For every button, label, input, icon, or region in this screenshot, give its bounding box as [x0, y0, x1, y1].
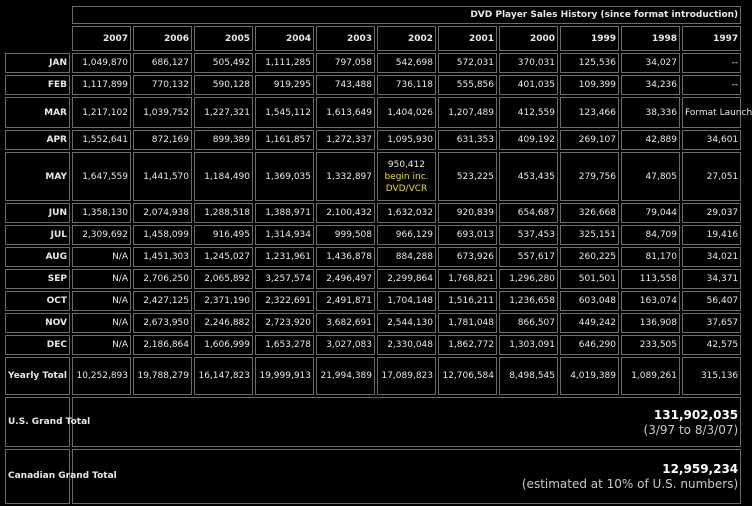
sales-cell: 1,296,280 [499, 269, 558, 289]
sales-cell: N/A [72, 247, 131, 267]
month-label: JUL [5, 225, 70, 245]
sales-cell: 966,129 [377, 225, 436, 245]
sales-cell: 34,236 [621, 75, 680, 95]
sales-cell: N/A [72, 291, 131, 311]
sales-cell: 42,889 [621, 130, 680, 150]
sales-cell: N/A [72, 269, 131, 289]
sales-cell: 1,632,032 [377, 203, 436, 223]
sales-cell: 1,227,321 [194, 97, 253, 128]
sales-cell: 453,435 [499, 152, 558, 201]
sales-cell: 2,371,190 [194, 291, 253, 311]
month-row [5, 225, 741, 245]
canadian-grand-total-value: 12,959,234 [662, 462, 739, 476]
sales-cell: 693,013 [438, 225, 497, 245]
month-label: JAN [5, 53, 70, 73]
sales-cell: 409,192 [499, 130, 558, 150]
sales-cell: 1,358,130 [72, 203, 131, 223]
sales-cell: 920,839 [438, 203, 497, 223]
year-header: 2004 [255, 26, 314, 51]
us-grand-total-note: (3/97 to 8/3/07) [643, 422, 739, 437]
us-grand-total-row [5, 397, 741, 447]
dvd-vcr-note: begin inc. DVD/VCR [384, 171, 429, 194]
year-header: 2006 [133, 26, 192, 51]
yearly-total-cell: 21,994,389 [316, 357, 375, 395]
year-header: 1997 [682, 26, 741, 51]
year-header: 1999 [560, 26, 619, 51]
sales-cell: 29,037 [682, 203, 741, 223]
month-label: OCT [5, 291, 70, 311]
sales-cell: 1,095,930 [377, 130, 436, 150]
yearly-total-cell: 19,999,913 [255, 357, 314, 395]
sales-cell: 1,117,899 [72, 75, 131, 95]
sales-cell: 1,441,570 [133, 152, 192, 201]
yearly-total-cell: 1,089,261 [621, 357, 680, 395]
sales-cell: 1,288,518 [194, 203, 253, 223]
us-grand-total-value: 131,902,035 [653, 407, 739, 422]
sales-cell: 1,207,489 [438, 97, 497, 128]
sales-cell: 19,416 [682, 225, 741, 245]
sales-cell: 2,723,920 [255, 313, 314, 333]
sales-cell: 3,257,574 [255, 269, 314, 289]
sales-cell: 269,107 [560, 130, 619, 150]
sales-cell: 1,862,772 [438, 335, 497, 355]
year-header-row [5, 26, 741, 51]
sales-cell: 736,118 [377, 75, 436, 95]
year-header: 1998 [621, 26, 680, 51]
sales-cell: 47,805 [621, 152, 680, 201]
canadian-grand-total-row [5, 449, 741, 504]
sales-cell: 42,575 [682, 335, 741, 355]
sales-cell: 2,186,864 [133, 335, 192, 355]
sales-cell: 1,314,934 [255, 225, 314, 245]
month-row [5, 269, 741, 289]
sales-cell: 572,031 [438, 53, 497, 73]
sales-cell: 1,272,337 [316, 130, 375, 150]
month-row [5, 203, 741, 223]
sales-cell: 1,613,649 [316, 97, 375, 128]
sales-cell: 2,544,130 [377, 313, 436, 333]
sales-cell: 1,552,641 [72, 130, 131, 150]
month-label: SEP [5, 269, 70, 289]
sales-cell: 1,647,559 [72, 152, 131, 201]
sales-cell: 1,231,961 [255, 247, 314, 267]
sales-cell: 1,545,112 [255, 97, 314, 128]
sales-cell: 113,558 [621, 269, 680, 289]
sales-cell [377, 152, 436, 201]
sales-cell: 505,492 [194, 53, 253, 73]
year-header: 2005 [194, 26, 253, 51]
sales-cell: 2,309,692 [72, 225, 131, 245]
yearly-total-cell: 17,089,823 [377, 357, 436, 395]
sales-cell: 1,606,999 [194, 335, 253, 355]
sales-cell: 260,225 [560, 247, 619, 267]
sales-cell: 412,559 [499, 97, 558, 128]
sales-cell: 866,507 [499, 313, 558, 333]
sales-cell: 326,668 [560, 203, 619, 223]
sales-cell: 125,536 [560, 53, 619, 73]
sales-cell: 686,127 [133, 53, 192, 73]
yearly-total-row [5, 357, 741, 395]
sales-cell: 123,466 [560, 97, 619, 128]
sales-cell: 1,436,878 [316, 247, 375, 267]
sales-cell: 1,303,091 [499, 335, 558, 355]
month-row [5, 247, 741, 267]
month-rows [5, 53, 752, 355]
month-row [5, 152, 741, 201]
sales-cell: 1,184,490 [194, 152, 253, 201]
yearly-total-cell: 12,706,584 [438, 357, 497, 395]
sales-cell: 770,132 [133, 75, 192, 95]
sales-cell: 603,048 [560, 291, 619, 311]
year-header: 2002 [377, 26, 436, 51]
sales-cell: 136,908 [621, 313, 680, 333]
sales-cell: 109,399 [560, 75, 619, 95]
sales-cell: 2,491,871 [316, 291, 375, 311]
sales-cell: 2,100,432 [316, 203, 375, 223]
yearly-total-cell: 4,019,389 [560, 357, 619, 395]
sales-cell: 654,687 [499, 203, 558, 223]
month-row [5, 75, 741, 95]
table-title: DVD Player Sales History (since format introduction) [72, 6, 741, 24]
month-row [5, 335, 741, 355]
sales-cell: 590,128 [194, 75, 253, 95]
month-row [5, 291, 741, 311]
sales-cell: 2,074,938 [133, 203, 192, 223]
month-label: JUN [5, 203, 70, 223]
sales-cell: 1,704,148 [377, 291, 436, 311]
sales-cell: 999,508 [316, 225, 375, 245]
canadian-grand-total-cell [72, 449, 741, 504]
year-header: 2007 [72, 26, 131, 51]
sales-cell: 79,044 [621, 203, 680, 223]
sales-cell: 501,501 [560, 269, 619, 289]
yearly-total-cell: 10,252,893 [72, 357, 131, 395]
year-header: 2000 [499, 26, 558, 51]
sales-cell: 27,051 [682, 152, 741, 201]
sales-cell: 1,245,027 [194, 247, 253, 267]
sales-cell: Format Launch [682, 97, 741, 128]
sales-cell: 1,516,211 [438, 291, 497, 311]
sales-cell: -- [682, 53, 741, 73]
sales-cell: 1,332,897 [316, 152, 375, 201]
may-2002-value: 950,412 [387, 159, 426, 170]
sales-cell: 34,021 [682, 247, 741, 267]
sales-cell: 84,709 [621, 225, 680, 245]
year-header: 2001 [438, 26, 497, 51]
yearly-total-label: Yearly Total [5, 357, 70, 395]
sales-cell: N/A [72, 335, 131, 355]
month-label: DEC [5, 335, 70, 355]
sales-cell: 1,161,857 [255, 130, 314, 150]
sales-cell: 1,458,099 [133, 225, 192, 245]
sales-cell: 523,225 [438, 152, 497, 201]
yearly-total-cell: 8,498,545 [499, 357, 558, 395]
sales-cell: 1,781,048 [438, 313, 497, 333]
sales-cell: 3,682,691 [316, 313, 375, 333]
sales-cell: 1,111,285 [255, 53, 314, 73]
sales-cell: 34,371 [682, 269, 741, 289]
sales-cell: 401,035 [499, 75, 558, 95]
sales-cell: N/A [72, 313, 131, 333]
sales-cell: 1,768,821 [438, 269, 497, 289]
sales-cell: 557,617 [499, 247, 558, 267]
sales-cell: 233,505 [621, 335, 680, 355]
sales-cell: 34,027 [621, 53, 680, 73]
sales-cell: 673,926 [438, 247, 497, 267]
sales-cell: 872,169 [133, 130, 192, 150]
sales-cell: 56,407 [682, 291, 741, 311]
sales-cell: 3,027,083 [316, 335, 375, 355]
month-label: NOV [5, 313, 70, 333]
sales-cell: 2,496,497 [316, 269, 375, 289]
sales-cell: 1,451,303 [133, 247, 192, 267]
sales-cell: 1,404,026 [377, 97, 436, 128]
sales-cell: 631,353 [438, 130, 497, 150]
sales-cell: 38,336 [621, 97, 680, 128]
sales-cell: 555,856 [438, 75, 497, 95]
month-label: MAY [5, 152, 70, 201]
sales-cell: 1,388,971 [255, 203, 314, 223]
sales-cell: 919,295 [255, 75, 314, 95]
month-label: FEB [5, 75, 70, 95]
month-row [5, 97, 741, 128]
sales-cell: 2,322,691 [255, 291, 314, 311]
sales-cell: 2,706,250 [133, 269, 192, 289]
yearly-total-cell: 315,136 [682, 357, 741, 395]
month-row [5, 130, 741, 150]
title-row [5, 6, 741, 24]
sales-cell: 2,673,950 [133, 313, 192, 333]
sales-cell: 325,151 [560, 225, 619, 245]
month-row [5, 53, 741, 73]
sales-cell: 2,065,892 [194, 269, 253, 289]
sales-cell: 34,601 [682, 130, 741, 150]
sales-cell: 37,657 [682, 313, 741, 333]
sales-cell: 81,170 [621, 247, 680, 267]
sales-cell: 542,698 [377, 53, 436, 73]
sales-cell: 646,290 [560, 335, 619, 355]
month-label: AUG [5, 247, 70, 267]
sales-cell: 1,236,658 [499, 291, 558, 311]
sales-cell: 1,653,278 [255, 335, 314, 355]
us-grand-total-label: U.S. Grand Total [5, 397, 70, 447]
sales-cell: 2,246,882 [194, 313, 253, 333]
sales-cell: 899,389 [194, 130, 253, 150]
sales-cell: 1,049,870 [72, 53, 131, 73]
sales-cell: 279,756 [560, 152, 619, 201]
yearly-total-cell: 16,147,823 [194, 357, 253, 395]
corner-blank [5, 6, 70, 24]
sales-cell: 797,058 [316, 53, 375, 73]
sales-cell: 370,031 [499, 53, 558, 73]
sales-cell: -- [682, 75, 741, 95]
sales-cell: 884,288 [377, 247, 436, 267]
month-label: MAR [5, 97, 70, 128]
sales-cell: 916,495 [194, 225, 253, 245]
sales-cell: 1,217,102 [72, 97, 131, 128]
sales-cell: 2,299,864 [377, 269, 436, 289]
corner-blank [5, 26, 70, 51]
sales-cell: 1,039,752 [133, 97, 192, 128]
year-header: 2003 [316, 26, 375, 51]
yearly-total-cell: 19,788,279 [133, 357, 192, 395]
us-grand-total-cell [72, 397, 741, 447]
sales-cell: 2,427,125 [133, 291, 192, 311]
sales-cell: 1,369,035 [255, 152, 314, 201]
canadian-grand-total-note: (estimated at 10% of U.S. numbers) [521, 477, 739, 491]
sales-cell: 2,330,048 [377, 335, 436, 355]
sales-cell: 537,453 [499, 225, 558, 245]
sales-cell: 743,488 [316, 75, 375, 95]
month-label: APR [5, 130, 70, 150]
sales-table [3, 4, 752, 506]
canadian-grand-total-label: Canadian Grand Total [5, 449, 70, 504]
month-row [5, 313, 741, 333]
sales-cell: 449,242 [560, 313, 619, 333]
sales-cell: 163,074 [621, 291, 680, 311]
